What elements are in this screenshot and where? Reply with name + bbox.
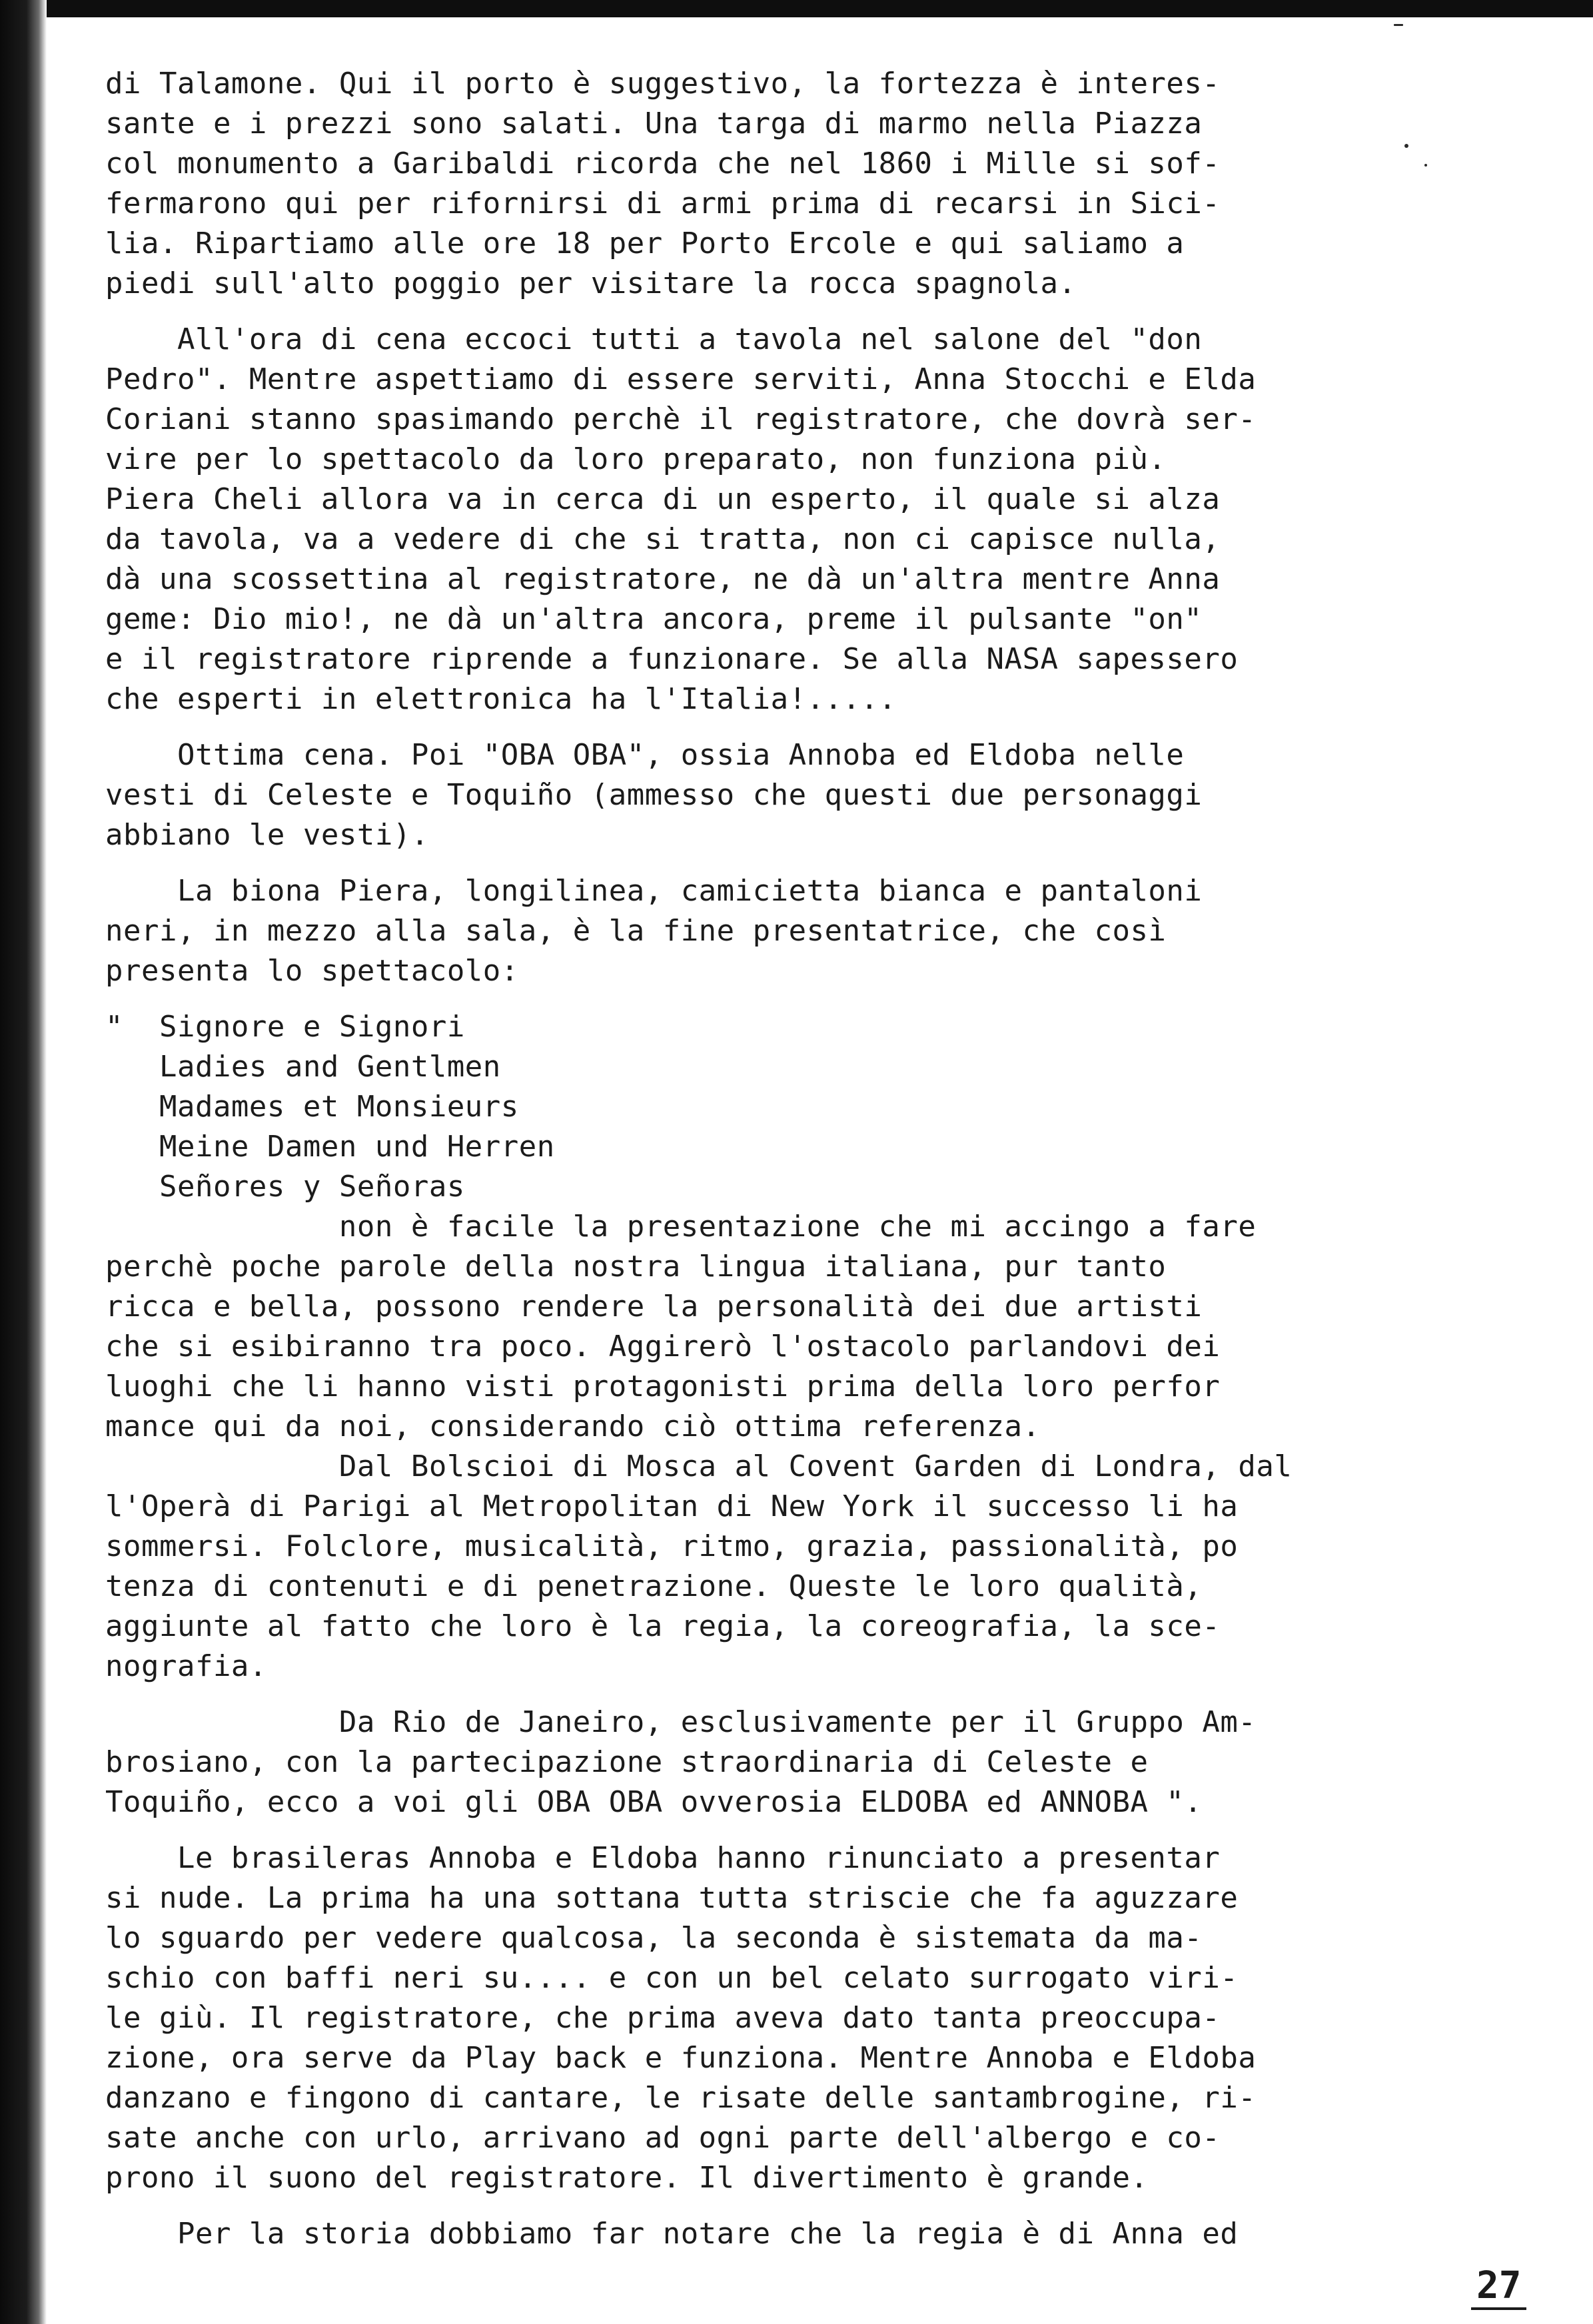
text-line: Madames et Monsieurs [105, 1090, 519, 1124]
scan-speck [1404, 144, 1408, 148]
text-line: danzano e fingono di cantare, le risate delle santambrogine, ri- [105, 2081, 1257, 2115]
text-line: tenza di contenuti e di penetrazione. Queste le loro qualità, [105, 1569, 1203, 1603]
text-line: geme: Dio mio!, ne dà un'altra ancora, preme il pulsante "on" [105, 602, 1203, 636]
scan-speck [1394, 24, 1403, 26]
paragraph-talamone [105, 64, 1444, 304]
text-line: schio con baffi neri su.... e con un bel celato surrogato viri- [105, 1961, 1239, 1995]
text-line: sante e i prezzi sono salati. Una targa di marmo nella Piazza [105, 107, 1203, 141]
text-line: Señores y Señoras [105, 1170, 465, 1204]
text-line: non è facile la presentazione che mi accingo a fare [105, 1210, 1257, 1244]
text-line: prono il suono del registratore. Il divertimento è grande. [105, 2161, 1149, 2195]
text-line: brosiano, con la partecipazione straordinaria di Celeste e [105, 1745, 1149, 1779]
text-line: le giù. Il registratore, che prima aveva dato tanta preoccupa- [105, 2001, 1221, 2035]
paragraph-cena [105, 320, 1444, 719]
text-line: Coriani stanno spasimando perchè il registratore, che dovrà ser- [105, 402, 1257, 436]
scan-top-edge [0, 0, 1593, 17]
paragraph-brasileras [105, 1838, 1444, 2198]
text-line: Meine Damen und Herren [105, 1130, 555, 1164]
text-line: La biona Piera, longilinea, camicietta bianca e pantaloni [105, 874, 1203, 908]
typewritten-page [105, 64, 1444, 2254]
scan-speck [1424, 164, 1427, 167]
text-line: Da Rio de Janeiro, esclusivamente per il Gruppo Am- [105, 1705, 1257, 1739]
text-line: dà una scossettina al registratore, ne dà un'altra mentre Anna [105, 562, 1221, 596]
paragraph-gap [105, 855, 1444, 871]
text-line: e il registratore riprende a funzionare. Se alla NASA sapessero [105, 642, 1239, 676]
text-line: vesti di Celeste e Toquiño (ammesso che questi due personaggi [105, 778, 1203, 812]
text-line: fermarono qui per rifornirsi di armi prima di recarsi in Sici- [105, 187, 1221, 220]
text-line: sommersi. Folclore, musicalità, ritmo, grazia, passionalità, po [105, 1529, 1239, 1563]
text-line: Pedro". Mentre aspettiamo di essere serviti, Anna Stocchi e Elda [105, 362, 1257, 396]
text-line: " Signore e Signori [105, 1010, 465, 1044]
text-line: da tavola, va a vedere di che si tratta, non ci capisce nulla, [105, 522, 1221, 556]
text-line: perchè poche parole della nostra lingua italiana, pur tanto [105, 1250, 1167, 1284]
paragraph-gap [105, 1822, 1444, 1838]
text-line: col monumento a Garibaldi ricorda che nel 1860 i Mille si sof- [105, 147, 1221, 181]
text-line: che si esibiranno tra poco. Aggirerò l'ostacolo parlandovi dei [105, 1330, 1221, 1363]
page-number: 27 [1471, 2266, 1526, 2310]
paragraph-gap [105, 719, 1444, 735]
text-line: che esperti in elettronica ha l'Italia!..... [105, 682, 897, 716]
text-line: Le brasileras Annoba e Eldoba hanno rinunciato a presentar [105, 1841, 1221, 1875]
text-line: Ladies and Gentlmen [105, 1050, 501, 1084]
text-line: Dal Bolscioi di Mosca al Covent Garden di Londra, dal [105, 1449, 1293, 1483]
text-line: piedi sull'alto poggio per visitare la rocca spagnola. [105, 266, 1077, 300]
text-line: lo sguardo per vedere qualcosa, la seconda è sistemata da ma- [105, 1921, 1203, 1955]
text-line: di Talamone. Qui il porto è suggestivo, la fortezza è interes- [105, 67, 1221, 101]
text-line: vire per lo spettacolo da loro preparato, non funziona più. [105, 442, 1167, 476]
text-line: si nude. La prima ha una sottana tutta striscie che fa aguzzare [105, 1881, 1239, 1915]
paragraph-gap [105, 304, 1444, 320]
text-line: Per la storia dobbiamo far notare che la regia è di Anna ed [105, 2217, 1239, 2251]
text-line: aggiunte al fatto che loro è la regia, la coreografia, la sce- [105, 1609, 1221, 1643]
text-line: Piera Cheli allora va in cerca di un esperto, il quale si alza [105, 482, 1221, 516]
text-line: neri, in mezzo alla sala, è la fine presentatrice, che così [105, 914, 1167, 948]
paragraph-oba-oba [105, 735, 1444, 855]
paragraph-piera [105, 871, 1444, 991]
text-line: zione, ora serve da Play back e funziona. Mentre Annoba e Eldoba [105, 2041, 1257, 2075]
paragraph-gap [105, 1687, 1444, 1703]
paragraph-regia [105, 2214, 1444, 2254]
paragraph-gap [105, 2198, 1444, 2214]
text-line: presenta lo spettacolo: [105, 954, 519, 988]
paragraph-rio [105, 1703, 1444, 1822]
text-line: ricca e bella, possono rendere la personalità dei due artisti [105, 1290, 1203, 1324]
text-line: sate anche con urlo, arrivano ad ogni parte dell'albergo e co- [105, 2121, 1221, 2155]
text-line: mance qui da noi, considerando ciò ottima referenza. [105, 1409, 1041, 1443]
text-line: l'Operà di Parigi al Metropolitan di New York il successo li ha [105, 1489, 1239, 1523]
text-line: luoghi che li hanno visti protagonisti prima della loro perfor [105, 1369, 1221, 1403]
text-line: abbiano le vesti). [105, 818, 429, 852]
text-line: lia. Ripartiamo alle ore 18 per Porto Ercole e qui saliamo a [105, 226, 1185, 260]
text-line: Toquiño, ecco a voi gli OBA OBA ovverosia ELDOBA ed ANNOBA ". [105, 1785, 1203, 1819]
text-line: All'ora di cena eccoci tutti a tavola nel salone del "don [105, 322, 1203, 356]
scan-binding-shadow [0, 0, 47, 2324]
text-line: nografia. [105, 1649, 267, 1683]
text-line: Ottima cena. Poi "OBA OBA", ossia Annoba ed Eldoba nelle [105, 738, 1185, 772]
paragraph-presentation-speech [105, 1007, 1444, 1687]
paragraph-gap [105, 991, 1444, 1007]
